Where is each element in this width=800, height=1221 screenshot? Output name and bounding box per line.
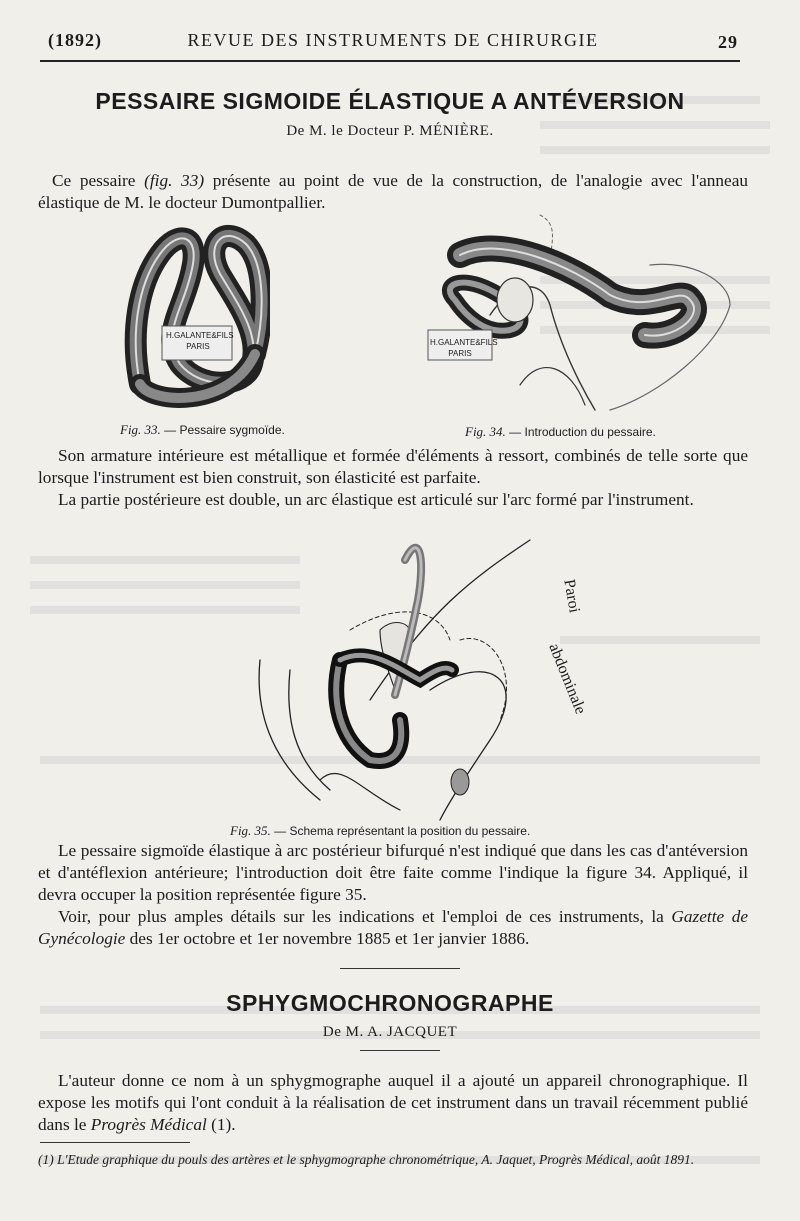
figure-34-caption <box>465 424 656 440</box>
article-title: PESSAIRE SIGMOIDE ÉLASTIQUE A ANTÉVERSION <box>95 88 685 114</box>
running-header <box>48 30 738 54</box>
paragraph-posterior-part: La partie postérieure est double, un arc élastique est articulé sur l'arc formé par l'instrument. <box>58 490 694 509</box>
header-year: (1892) <box>48 30 102 50</box>
paragraph-sphygmo <box>38 1070 748 1136</box>
section-divider <box>340 968 460 969</box>
page-number: 29 <box>718 32 738 52</box>
references-text-b: des 1er octobre et 1er novembre 1885 et 1er janvier 1886. <box>125 929 530 948</box>
footnote-rule <box>40 1142 190 1143</box>
paragraph-indications: Le pessaire sigmoïde élastique à arc postérieur bifurqué n'est indiqué que dans les cas d'antéversion et d'antéflexion antérieure; l'introduction doit être faite comme l'indique la figure 34. Appliqué, il devra occuper la position représentée figure 35. <box>38 841 748 904</box>
figure-35-label-abdominale: abdominale <box>545 641 589 717</box>
figure-35-caption-text: — Schema représentant la position du pessaire. <box>270 824 531 838</box>
figure-33-pessary-illustration <box>120 214 270 422</box>
figure-34-caption-text: — Introduction du pessaire. <box>505 425 656 439</box>
sphygmo-journal: Progrès Médical <box>90 1115 207 1134</box>
header-journal-title: REVUE DES INSTRUMENTS DE CHIRURGIE <box>187 30 599 50</box>
figure-34-introduction-illustration <box>420 205 750 420</box>
paragraph-references <box>38 906 748 950</box>
sphygmo-text-a: L'auteur donne ce nom à un sphygmographe auquel il a ajouté un appareil chronographique. Il expose les motifs qui l'ont conduit à la réalisation de cet instrument dans un travail récemment publié dans le <box>38 1071 748 1134</box>
intro-text-a: Ce pessaire <box>52 171 145 190</box>
references-text-a: Voir, pour plus amples détails sur les indications et l'emploi de ces instruments, la <box>58 907 672 926</box>
figure-34-engraving: H.GALANTE&FILS PARIS <box>430 338 498 358</box>
article-byline: De M. le Docteur P. MÉNIÈRE. <box>286 123 494 139</box>
figure-35-label: Fig. 35. <box>230 823 271 838</box>
figure-33-engraving: H.GALANTE&FILS PARIS <box>166 331 234 351</box>
figure-34-label: Fig. 34. <box>465 424 506 439</box>
byline-rule <box>360 1050 440 1051</box>
figure-35-caption <box>230 823 530 839</box>
figure-35-position-schema <box>230 520 600 822</box>
paragraph-armature: Son armature intérieure est métallique et formée d'éléments à ressort, combinés de telle sorte que lorsque l'instrument est bien construit, son élasticité est parfaite. <box>38 446 748 487</box>
figure-33-label: Fig. 33. <box>120 422 161 437</box>
article-2-title: SPHYGMOCHRONOGRAPHE <box>226 990 554 1016</box>
header-rule <box>40 60 740 62</box>
sphygmo-text-b: (1). <box>206 1115 236 1134</box>
figure-33-caption <box>120 422 285 438</box>
intro-fig-ref: (fig. 33) <box>144 171 205 190</box>
article-2-byline: De M. A. JACQUET <box>322 1024 458 1040</box>
references-journal: Gazette de Gynécologie <box>38 907 749 948</box>
figure-35-label-paroi: Paroi <box>560 578 583 615</box>
footnote: (1) L'Etude graphique du pouls des artères et le sphygmographe chronométrique, A. Jaquet, Progrès Médical, août 1891. <box>38 1152 695 1167</box>
intro-text-b: présente au point de vue de la construction, de l'analogie avec l'anneau élastique de M. le docteur Dumontpallier. <box>38 171 748 212</box>
figure-33-caption-text: — Pessaire sygmoïde. <box>160 423 285 437</box>
